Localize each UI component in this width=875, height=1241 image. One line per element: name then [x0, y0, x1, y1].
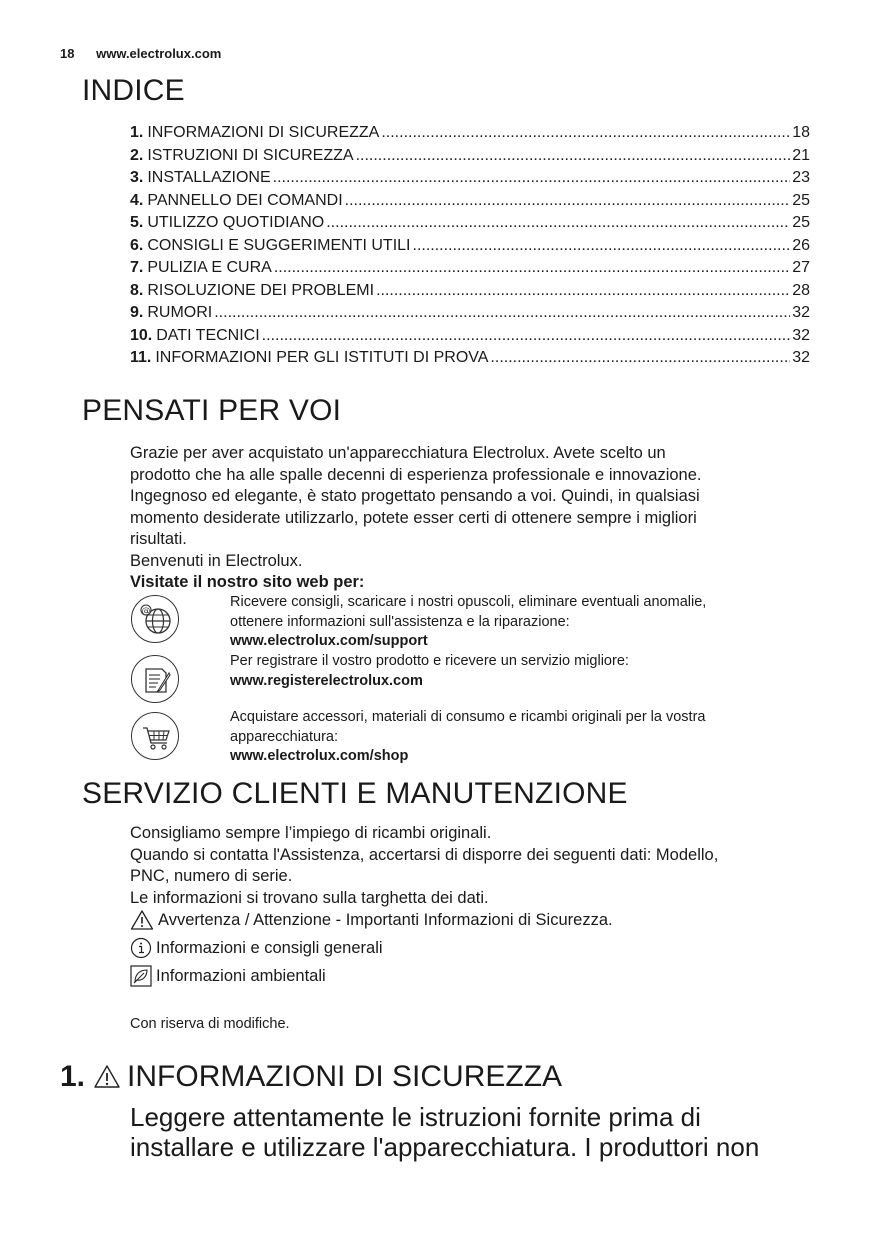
support-url[interactable]: www.electrolux.com/support: [230, 633, 428, 649]
shopping-cart-icon: [131, 712, 179, 760]
page-header: [60, 46, 221, 61]
toc-entry[interactable]: 5. UTILIZZO QUOTIDIANO ..... 25: [130, 212, 810, 235]
toc-entry[interactable]: 2. ISTRUZIONI DI SICUREZZA ..... 21: [130, 145, 810, 168]
toc-entry[interactable]: 8. RISOLUZIONE DEI PROBLEMI ..... 28: [130, 280, 810, 303]
toc-entry[interactable]: 9. RUMORI ..... 32: [130, 302, 810, 325]
register-link-block: Per registrare il vostro prodotto e ricevere un servizio migliore: www.registerelectrolux.com: [230, 652, 830, 691]
service-paragraph: Consigliamo sempre l’impiego di ricambi originali. Quando si contatta l'Assistenza, accertarsi di disporre dei seguenti dati: Modello, PNC, numero di serie. Le informazioni si trovano sulla targhetta dei dati.: [130, 824, 719, 907]
welcome-text: Benvenuti in Electrolux.: [130, 551, 303, 570]
visit-label: Visitate il nostro sito web per:: [130, 573, 365, 591]
table-of-contents: [130, 122, 810, 370]
toc-entry[interactable]: 7. PULIZIA E CURA ..... 27: [130, 257, 810, 280]
shop-link-block: Acquistare accessori, materiali di consumo e ricambi originali per la vostra apparecchiatura: www.electrolux.com/shop: [230, 708, 830, 767]
svg-text:@: @: [141, 606, 151, 617]
safety-heading: [60, 1060, 562, 1094]
toc-entry[interactable]: 10. DATI TECNICI ..... 32: [130, 325, 810, 348]
page-number: 18: [60, 46, 75, 61]
modification-note: Con riserva di modifiche.: [130, 1016, 290, 1032]
warning-triangle-icon: [93, 1064, 121, 1090]
safety-paragraph: Leggere attentamente le istruzioni fornite prima di installare e utilizzare l'apparecchiatura. I produttori non: [130, 1102, 760, 1162]
safety-title: INFORMAZIONI DI SICUREZZA: [127, 1060, 563, 1093]
support-link-block: Ricevere consigli, scaricare i nostri opuscoli, eliminare eventuali anomalie, ottenere informazioni sull'assistenza e la riparazione: www.electrolux.com/support: [230, 593, 830, 652]
toc-entry[interactable]: 6. CONSIGLI E SUGGERIMENTI UTILI ..... 26: [130, 235, 810, 258]
environment-leaf-icon: [130, 965, 152, 987]
register-document-icon: [131, 655, 179, 703]
warning-triangle-icon: [130, 909, 154, 931]
register-url[interactable]: www.registerelectrolux.com: [230, 672, 423, 689]
legend-environment: Informazioni ambientali: [130, 965, 326, 987]
toc-entry[interactable]: 11. INFORMAZIONI PER GLI ISTITUTI DI PROVA ..... 32: [130, 347, 810, 370]
legend-warning: Avvertenza / Attenzione - Importanti Informazioni di Sicurezza.: [130, 909, 613, 931]
service-title: SERVIZIO CLIENTI E MANUTENZIONE: [82, 777, 628, 810]
index-title: INDICE: [82, 74, 185, 107]
web-globe-icon: [131, 595, 179, 643]
info-circle-icon: [130, 937, 152, 959]
site-url[interactable]: www.electrolux.com: [96, 46, 222, 61]
legend-info: Informazioni e consigli generali: [130, 937, 383, 959]
safety-number: 1.: [60, 1060, 86, 1093]
toc-entry[interactable]: 3. INSTALLAZIONE ..... 23: [130, 167, 810, 190]
shop-url[interactable]: www.electrolux.com/shop: [230, 748, 409, 764]
toc-entry[interactable]: 1. INFORMAZIONI DI SICUREZZA ..... 18: [130, 122, 810, 145]
intro-paragraph: Grazie per aver acquistato un'apparecchiatura Electrolux. Avete scelto un prodotto che ha alle spalle decenni di esperienza professionale e innovazione. Ingegnoso ed elegante, è stato progettato pensando a voi. Quindi, in qualsiasi momento desiderate utilizzarlo, potete esser certi di ottenere sempre i migliori risultati. Benvenuti in Electrolux. Visitate il nostro sito web per:: [130, 443, 830, 594]
intro-title: PENSATI PER VOI: [82, 394, 342, 427]
toc-entry[interactable]: 4. PANNELLO DEI COMANDI ..... 25: [130, 190, 810, 213]
